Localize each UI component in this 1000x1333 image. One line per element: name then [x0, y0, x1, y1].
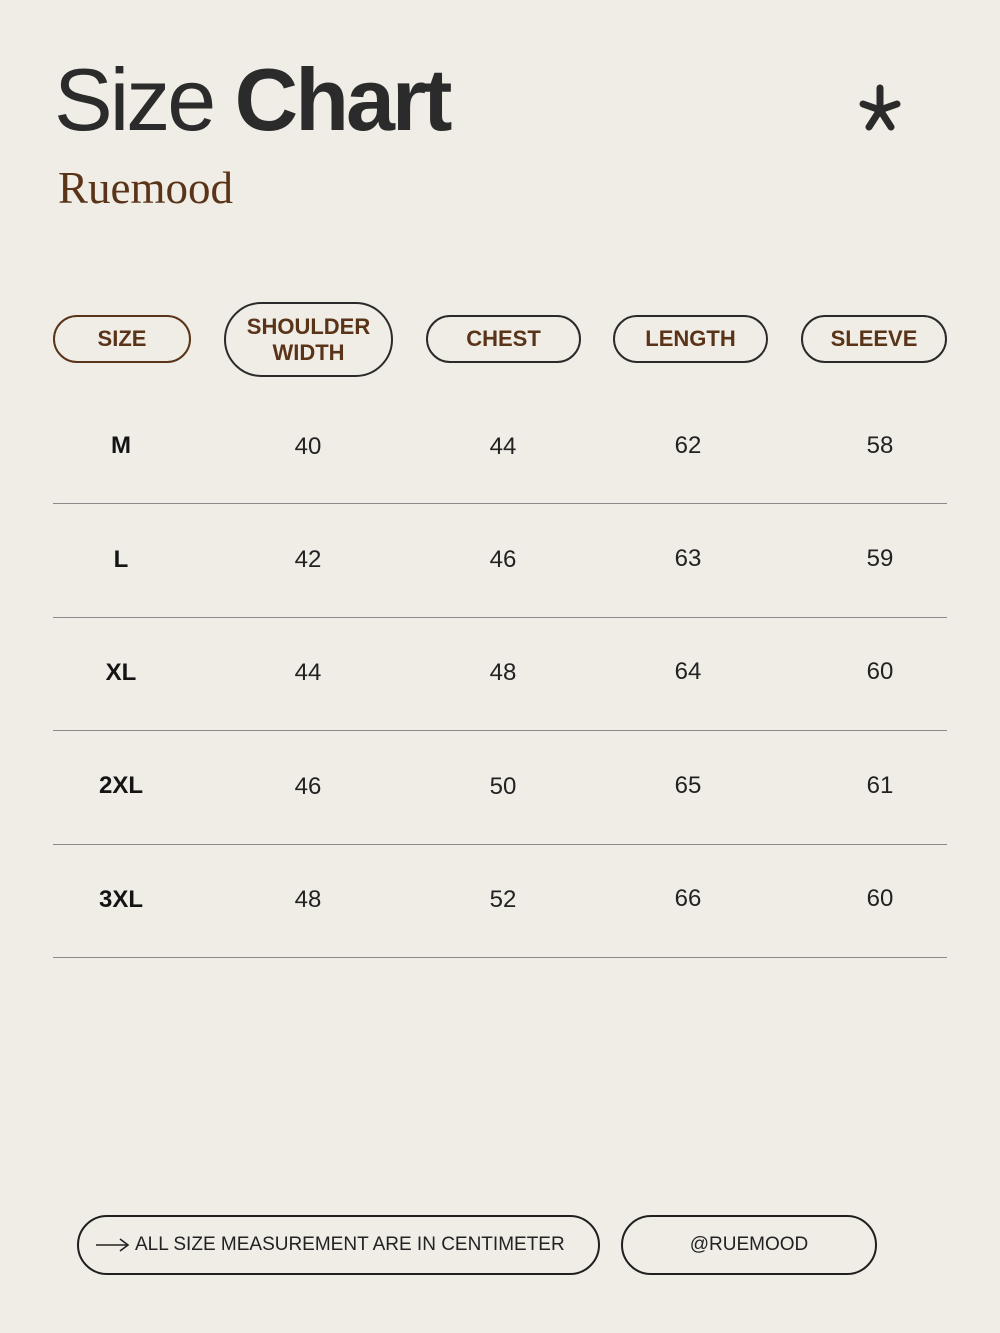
- cell-sleeve-l: 59: [866, 545, 894, 572]
- row-divider: [53, 503, 947, 504]
- cell-chest-xl: 48: [489, 659, 517, 686]
- social-handle: [621, 1215, 877, 1275]
- cell-sleeve-2xl: 61: [866, 772, 894, 799]
- header-shoulder-label-line2: WIDTH: [272, 339, 345, 365]
- cell-sleeve-m: 58: [866, 432, 894, 459]
- cell-shoulder-2xl: 46: [294, 773, 322, 800]
- cell-shoulder-3xl: 48: [294, 886, 322, 913]
- brand-name: Ruemood: [58, 163, 233, 213]
- cell-length-2xl: 65: [674, 772, 702, 799]
- cell-shoulder-m: 40: [294, 433, 322, 460]
- measurement-note: [77, 1215, 600, 1275]
- header-length: [613, 315, 768, 363]
- header-length-label: LENGTH: [645, 326, 736, 351]
- header-sleeve-label: SLEEVE: [830, 326, 918, 351]
- measurement-note-text: ALL SIZE MEASUREMENT ARE IN CENTIMETER: [135, 1234, 565, 1255]
- cell-size-3xl: 3XL: [98, 886, 143, 913]
- cell-shoulder-l: 42: [294, 546, 322, 573]
- header-shoulder-label-line1: SHOULDER: [246, 313, 371, 339]
- cell-chest-m: 44: [489, 433, 517, 460]
- title-light-word: Size: [54, 50, 214, 149]
- social-handle-text: @RUEMOOD: [689, 1234, 809, 1255]
- header-chest-label: CHEST: [466, 326, 541, 351]
- cell-size-xl: XL: [105, 659, 137, 686]
- cell-sleeve-3xl: 60: [866, 885, 894, 912]
- cell-length-m: 62: [674, 432, 702, 459]
- cell-length-xl: 64: [674, 658, 702, 685]
- cell-chest-3xl: 52: [489, 886, 517, 913]
- row-divider: [53, 957, 947, 958]
- cell-length-3xl: 66: [674, 885, 702, 912]
- header-size: [53, 315, 191, 363]
- row-divider: [53, 730, 947, 731]
- arrow-right-icon: [95, 1237, 131, 1253]
- cell-size-2xl: 2XL: [98, 772, 143, 799]
- asterisk-icon: [852, 82, 908, 138]
- row-divider: [53, 844, 947, 845]
- cell-size-l: L: [113, 546, 129, 573]
- cell-chest-l: 46: [489, 546, 517, 573]
- cell-shoulder-xl: 44: [294, 659, 322, 686]
- cell-length-l: 63: [674, 545, 702, 572]
- title-bold-word: Chart: [234, 50, 450, 149]
- row-divider: [53, 617, 947, 618]
- page-title: [54, 50, 450, 149]
- header-sleeve: [801, 315, 947, 363]
- header-shoulder-width: [224, 302, 393, 377]
- cell-size-m: M: [111, 432, 131, 459]
- cell-sleeve-xl: 60: [866, 658, 894, 685]
- header-size-label: SIZE: [97, 326, 147, 351]
- header-chest: [426, 315, 581, 363]
- cell-chest-2xl: 50: [489, 773, 517, 800]
